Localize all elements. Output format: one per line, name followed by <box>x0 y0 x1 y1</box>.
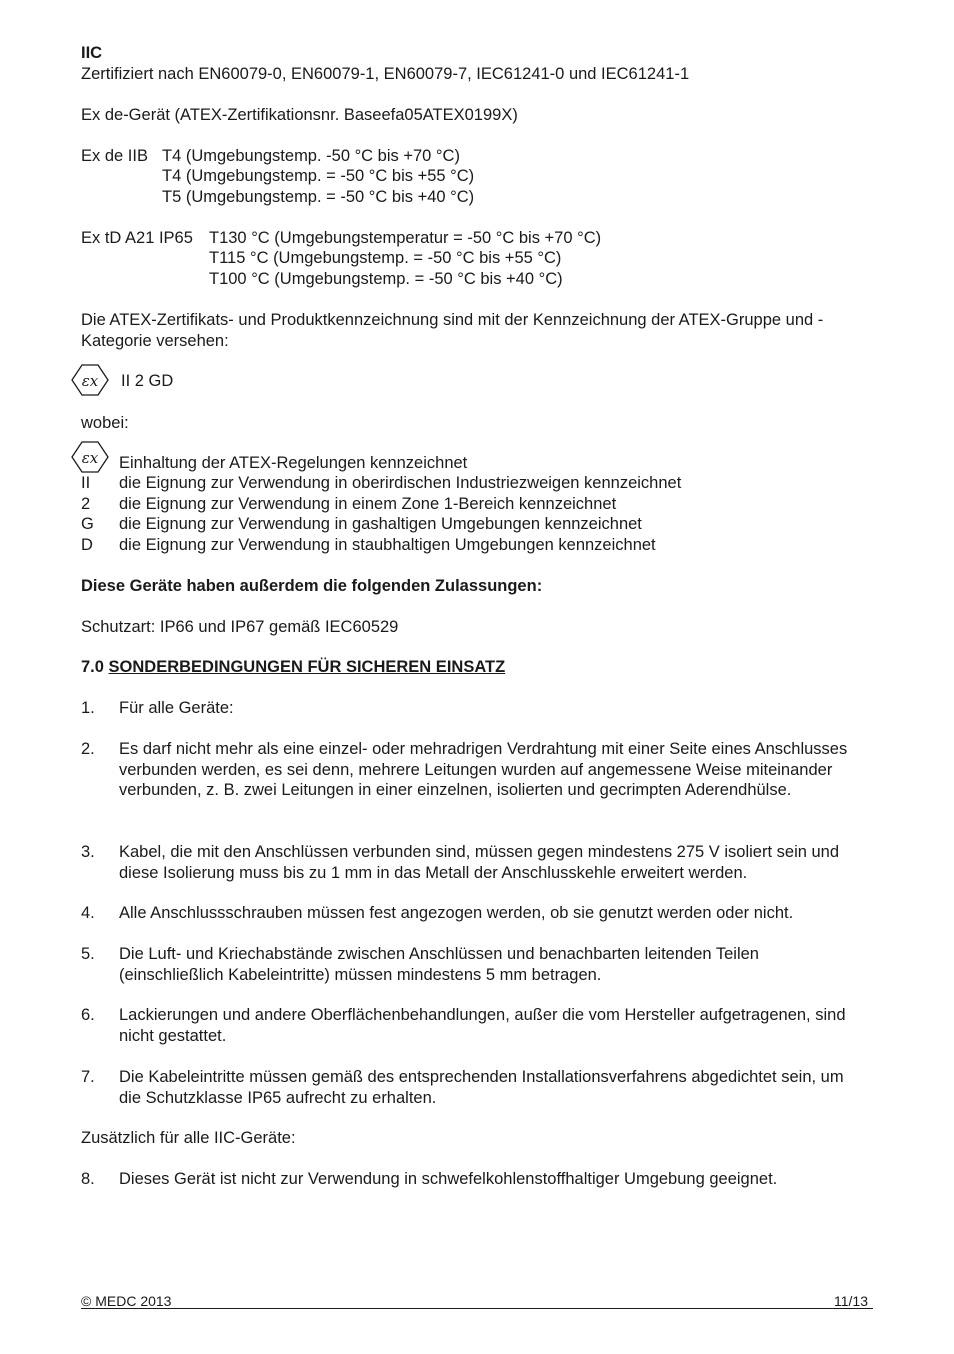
list-item-text: Dieses Gerät ist nicht zur Verwendung in schwefelkohlenstoffhaltiger Umgebung geeignet. <box>119 1170 778 1188</box>
exde-line-2: T4 (Umgebungstemp. = -50 °C bis +55 °C) <box>162 167 475 185</box>
legend-key: G <box>81 515 94 533</box>
extd-line-2: T115 °C (Umgebungstemp. = -50 °C bis +55 °C) <box>209 249 562 267</box>
list-item-number: 2. <box>81 740 95 758</box>
list-item-text: Lackierungen und andere Oberflächenbehandlungen, außer die vom Hersteller aufgetragenen, sind nicht gestattet. <box>119 1006 846 1045</box>
protection-class: Schutzart: IP66 und IP67 gemäß IEC60529 <box>81 618 399 636</box>
approvals-heading: Diese Geräte haben außerdem die folgenden Zulassungen: <box>81 577 543 595</box>
svg-text:εx: εx <box>81 372 99 390</box>
list-item-text: Die Kabeleintritte müssen gemäß des entsprechenden Installationsverfahrens abgedichtet sein, um die Schutzklasse IP65 aufrecht zu erhalten. <box>119 1068 844 1107</box>
legend-text: die Eignung zur Verwendung in staubhaltigen Umgebungen kennzeichnet <box>119 536 656 554</box>
legend-text: die Eignung zur Verwendung in einem Zone 1-Bereich kennzeichnet <box>119 495 617 513</box>
atex-intro: Die ATEX-Zertifikats- und Produktkennzeichnung sind mit der Kennzeichnung der ATEX-Gruppe und -Kategorie versehen: <box>81 311 824 350</box>
list-item-text: Kabel, die mit den Anschlüssen verbunden sind, müssen gegen mindestens 275 V isoliert sein und diese Isolierung muss bis zu 1 mm in das Metall der Anschlusskehle erweitert werden. <box>119 843 840 882</box>
exde-line-3: T5 (Umgebungstemp. = -50 °C bis +40 °C) <box>162 188 475 206</box>
section-number: 7.0 <box>81 658 104 676</box>
list-item-number: 5. <box>81 945 95 963</box>
extd-label: Ex tD A21 IP65 <box>81 229 193 247</box>
legend-text: die Eignung zur Verwendung in gashaltigen Umgebungen kennzeichnet <box>119 515 642 533</box>
wobei-label: wobei: <box>81 414 129 432</box>
extd-line-1: T130 °C (Umgebungstemperatur = -50 °C bis +70 °C) <box>209 229 602 247</box>
section-title: SONDERBEDINGUNGEN FÜR SICHEREN EINSATZ <box>108 658 506 676</box>
list-item-number: 6. <box>81 1006 95 1024</box>
section-heading <box>81 657 505 678</box>
list-item-text: Die Luft- und Kriechabstände zwischen Anschlüssen und benachbarten leitenden Teilen (einschließlich Kabeleintritte) müssen mindestens 5 mm betragen. <box>119 945 759 984</box>
list-item-number: 4. <box>81 904 95 922</box>
legend-key: II <box>81 474 91 492</box>
section-title-iic: IIC <box>81 44 103 62</box>
extd-line-3: T100 °C (Umgebungstemp. = -50 °C bis +40 °C) <box>209 270 563 288</box>
exde-label: Ex de IIB <box>81 147 148 165</box>
legend-text: die Eignung zur Verwendung in oberirdischen Industriezweigen kennzeichnet <box>119 474 682 492</box>
legend-key: D <box>81 536 93 554</box>
device-text: Ex de-Gerät (ATEX-Zertifikationsnr. Baseefa05ATEX0199X) <box>81 106 518 124</box>
list-item-text: Alle Anschlussschrauben müssen fest angezogen werden, ob sie genutzt werden oder nicht. <box>119 904 794 922</box>
legend-key: 2 <box>81 495 91 513</box>
list-item-number: 8. <box>81 1170 95 1188</box>
footer-divider <box>81 1308 873 1309</box>
list-item-text: Es darf nicht mehr als eine einzel- oder mehradrigen Verdrahtung mit einer Seite eines Anschlusses verbunden werden, es sei denn, mehrere Leitungen wurden auf angemessene Weise miteinander verbunden, z. B. zwei Leitungen in einer einzelnen, isolierten und gecrimpten Aderendhülse. <box>119 740 848 799</box>
list-item-text: Für alle Geräte: <box>119 699 234 717</box>
ex-hexagon-icon <box>71 364 109 396</box>
list-item-number: 7. <box>81 1068 95 1086</box>
legend-text-ex: Einhaltung der ATEX-Regelungen kennzeichnet <box>119 454 468 472</box>
additional-iic: Zusätzlich für alle IIC-Geräte: <box>81 1129 296 1147</box>
exde-line-1: T4 (Umgebungstemp. -50 °C bis +70 °C) <box>162 147 460 165</box>
certified-text: Zertifiziert nach EN60079-0, EN60079-1, EN60079-7, IEC61241-0 und IEC61241-1 <box>81 65 690 83</box>
ex-hexagon-icon <box>71 441 109 473</box>
list-item-number: 3. <box>81 843 95 861</box>
list-item-number: 1. <box>81 699 95 717</box>
footer-copyright: © MEDC 2013 <box>81 1293 172 1309</box>
footer-page-number: 11/13 <box>834 1293 868 1309</box>
atex-marking: II 2 GD <box>121 372 174 390</box>
svg-text:εx: εx <box>81 449 99 467</box>
